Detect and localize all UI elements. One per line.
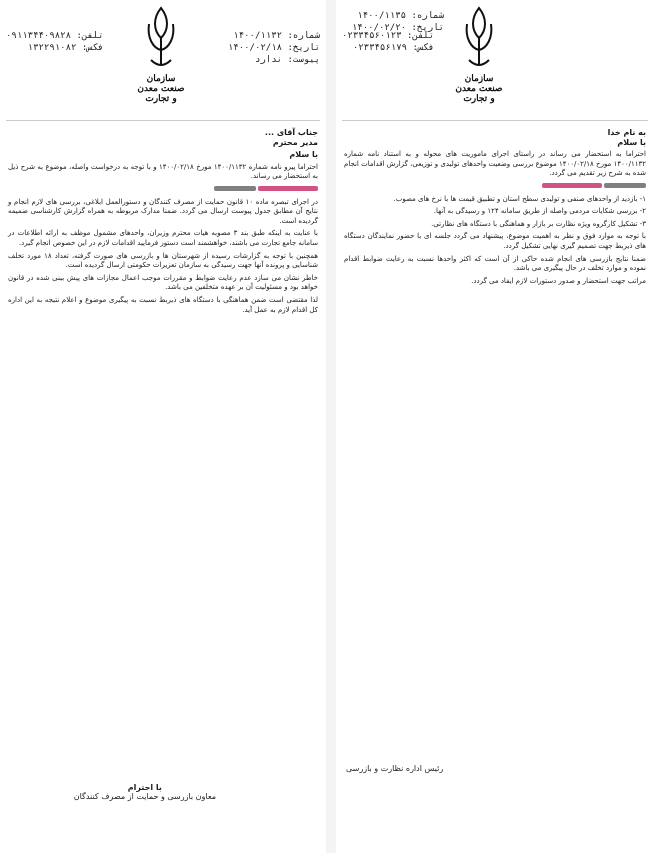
page-gap — [326, 0, 336, 853]
paragraph: لذا مقتضی است ضمن هماهنگی با دستگاه های ذیربط نسبت به پیگیری موضوع و اعلام نتیجه به این اداره کل اقدام لازم به عمل آید. — [8, 295, 318, 314]
organization-logo — [454, 4, 504, 114]
signature-block — [74, 783, 216, 801]
paragraph: خاطر نشان می سازد عدم رعایت ضوابط و مقررات موجب اعمال مجازات های پیش بینی شده در قانون خواهد بود و مسئولیت آن بر عهده متخلفین می باشد. — [8, 273, 318, 292]
paragraph: در اجرای تبصره ماده ۱۰ قانون حمایت از مصرف کنندگان و دستورالعمل ابلاغی، بررسی های لازم انجام و نتایج آن مطابق جدول پیوست ارسال می گردد. ضمنا مدارک مربوطه به همراه گزارش کارشناسی ضمیمه گردیده است. — [8, 197, 318, 225]
paragraph: احتراما به استحضار می رساند در راستای اجرای ماموریت های محوله و به استناد نامه شماره ۱۴۰۰/۱۱۳۲ مورخ ۱۴۰۰/۰۲/۱۸ موضوع بررسی وضعیت واحدهای تولیدی و توزیعی، گزارش اقدامات انجام شده به شرح زیر تقدیم می گردد. — [344, 150, 647, 178]
paragraph: ضمنا نتایج بازرسی های انجام شده حاکی از آن است که اکثر واحدها نسبت به رعایت ضوابط اقدام نموده و موارد تخلف در حال پیگیری می باشد. — [344, 254, 646, 273]
header-divider — [6, 120, 320, 121]
salutation: با سلام — [289, 150, 318, 160]
signature-name: معاون بازرسی و حمایت از مصرف کنندگان — [73, 792, 216, 801]
redaction-mark — [604, 183, 646, 188]
letter-meta: شماره: ۱۴۰۰/۱۱۳۲ تاریخ: ۱۴۰۰/۰۲/۱۸ پیوست: ندارد — [227, 31, 320, 65]
salutation: به نام خدا با سلام — [607, 128, 646, 147]
list-item: ۱- بازدید از واحدهای صنفی و تولیدی سطح استان و تطبیق قیمت ها با نرخ های مصوب. — [393, 194, 646, 203]
letterhead — [336, 0, 654, 120]
logo-text: سازمان صنعت معدن و تجارت — [137, 74, 185, 104]
logo-text: سازمان صنعت معدن و تجارت — [455, 74, 503, 104]
recipient: جناب آقای ... مدیر محترم — [264, 128, 318, 147]
list-item: ۳- تشکیل کارگروه ویژه نظارت بر بازار و هماهنگی با دستگاه های نظارتی. — [431, 219, 646, 228]
signature-title: با احترام — [127, 783, 162, 792]
contact-meta: تلفن: ۰۹۱۱۳۴۴۰۹۸۲۸ فکس: ۱۳۲۲۹۱۰۸۲ — [6, 31, 104, 53]
emblem-icon — [143, 4, 179, 74]
letterhead — [0, 0, 326, 120]
emblem-icon — [461, 4, 497, 74]
letter-meta: شماره: ۱۴۰۰/۱۱۳۵ تاریخ: ۱۴۰۰/۰۲/۲۰ — [351, 11, 444, 33]
document-page-right — [336, 0, 654, 853]
signature-name: رئیس اداره نظارت و بازرسی — [346, 764, 444, 773]
list-item: ۲- بررسی شکایات مردمی واصله از طریق سامانه ۱۲۴ و رسیدگی به آنها. — [433, 207, 646, 216]
letter-body — [8, 128, 318, 843]
paragraph: با عنایت به اینکه طبق بند ۳ مصوبه هیات محترم وزیران، واحدهای مشمول موظف به ارائه اطلاعات در سامانه جامع تجارت می باشند، خواهشمند است دستور فرمایید اقدامات لازم در این خصوص انجام گیرد. — [8, 229, 318, 247]
paragraph: احتراما پیرو نامه شماره ۱۴۰۰/۱۱۳۲ مورخ ۱۴۰۰/۰۲/۱۸ و با توجه به درخواست واصله، موضوع به شرح ذیل به استحضار می رساند. — [8, 162, 318, 181]
redaction-mark — [258, 186, 318, 191]
signature-block — [346, 764, 443, 773]
paragraph: همچنین با توجه به گزارشات رسیده از شهرستان ها و بازرسی های صورت گرفته، تعداد ۱۸ مورد تخلف شناسایی و پرونده آنها جهت رسیدگی به سازمان تعزیرات حکومتی ارسال گردیده است. — [8, 251, 318, 270]
redaction-mark — [214, 186, 256, 191]
contact-meta: تلفن: ۰۲۳۳۴۵۶۰۱۲۳ فکس: ۰۲۳۳۴۵۶۱۷۹ — [342, 31, 435, 53]
redaction-line — [344, 182, 646, 192]
paragraph: مراتب جهت استحضار و صدور دستورات لازم ایفاد می گردد. — [471, 276, 646, 285]
header-divider — [342, 120, 648, 121]
organization-logo — [136, 4, 186, 114]
redaction-line — [8, 185, 318, 195]
redaction-mark — [542, 183, 602, 188]
letter-body — [344, 128, 646, 843]
paragraph: با توجه به موارد فوق و نظر به اهمیت موضوع، پیشنهاد می گردد جلسه ای با حضور نمایندگان دستگاه های ذیربط جهت تصمیم گیری نهایی تشکیل گردد. — [344, 232, 646, 250]
